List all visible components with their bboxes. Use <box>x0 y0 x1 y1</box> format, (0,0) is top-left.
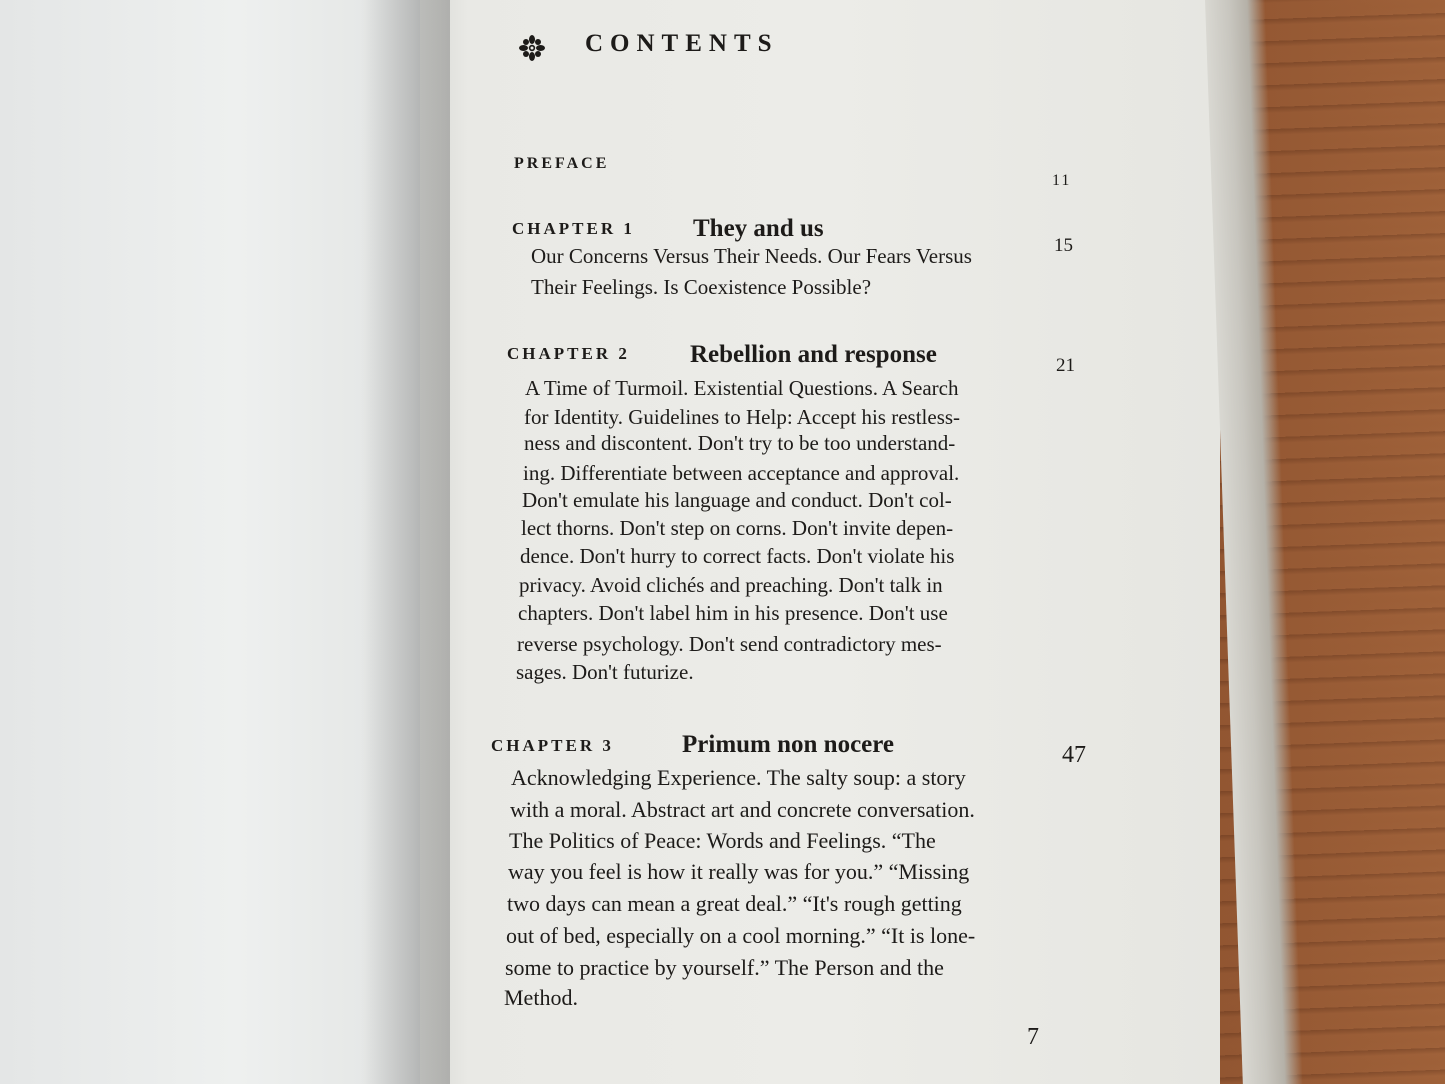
chapter-2-line: for Identity. Guidelines to Help: Accept his restless- <box>524 405 961 429</box>
chapter-3-line: with a moral. Abstract art and concrete conversation. <box>510 797 975 822</box>
chapter-2-line: ing. Differentiate between acceptance and approval. <box>523 461 960 485</box>
chapter-2-line: Don't emulate his language and conduct. Don't col- <box>522 488 952 512</box>
chapter-3-title: Primum non nocere <box>682 731 895 758</box>
chapter-2-line: ness and discontent. Don't try to be too understand- <box>524 431 956 455</box>
chapter-2-title: Rebellion and response <box>690 341 937 368</box>
preface-label: PREFACE <box>514 155 610 172</box>
chapter-2-line: lect thorns. Don't step on corns. Don't invite depen- <box>521 516 954 540</box>
chapter-3-line: Acknowledging Experience. The salty soup: a story <box>511 765 966 790</box>
chapter-2-label: CHAPTER 2 <box>507 344 630 363</box>
flower-ornament-icon <box>518 34 546 62</box>
chapter-3-label: CHAPTER 3 <box>491 736 614 755</box>
chapter-2-line: reverse psychology. Don't send contradictory mes- <box>517 632 942 656</box>
chapter-2-page-number: 21 <box>1056 355 1075 376</box>
chapter-2-line: privacy. Avoid clichés and preaching. Don't talk in <box>519 573 943 597</box>
chapter-1-title: They and us <box>693 215 824 242</box>
chapter-2-line: dence. Don't hurry to correct facts. Don't violate his <box>520 544 955 568</box>
chapter-2-line: chapters. Don't label him in his presence. Don't use <box>518 601 948 625</box>
chapter-3-line: out of bed, especially on a cool morning.” “It is lone- <box>506 923 976 948</box>
preface-page-number: 11 <box>1052 172 1072 189</box>
chapter-3-line: two days can mean a great deal.” “It's rough getting <box>507 891 962 916</box>
chapter-1-label: CHAPTER 1 <box>512 219 635 238</box>
chapter-3-line: The Politics of Peace: Words and Feelings. “The <box>509 828 936 853</box>
book-gutter <box>360 0 450 1084</box>
chapter-3-line: Method. <box>504 985 578 1010</box>
chapter-1-line: Our Concerns Versus Their Needs. Our Fears Versus <box>531 244 972 268</box>
chapter-1-line: Their Feelings. Is Coexistence Possible? <box>531 275 872 299</box>
chapter-1-page-number: 15 <box>1054 235 1073 256</box>
chapter-3-line: way you feel is how it really was for you.” “Missing <box>508 859 970 884</box>
chapter-3-page-number: 47 <box>1062 742 1086 768</box>
chapter-3-line: some to practice by yourself.” The Person and the <box>505 955 944 980</box>
chapter-2-line: A Time of Turmoil. Existential Questions. A Search <box>525 376 959 400</box>
page-title: CONTENTS <box>585 30 779 57</box>
folio-page-number: 7 <box>1027 1024 1039 1050</box>
chapter-2-line: sages. Don't futurize. <box>516 660 694 684</box>
